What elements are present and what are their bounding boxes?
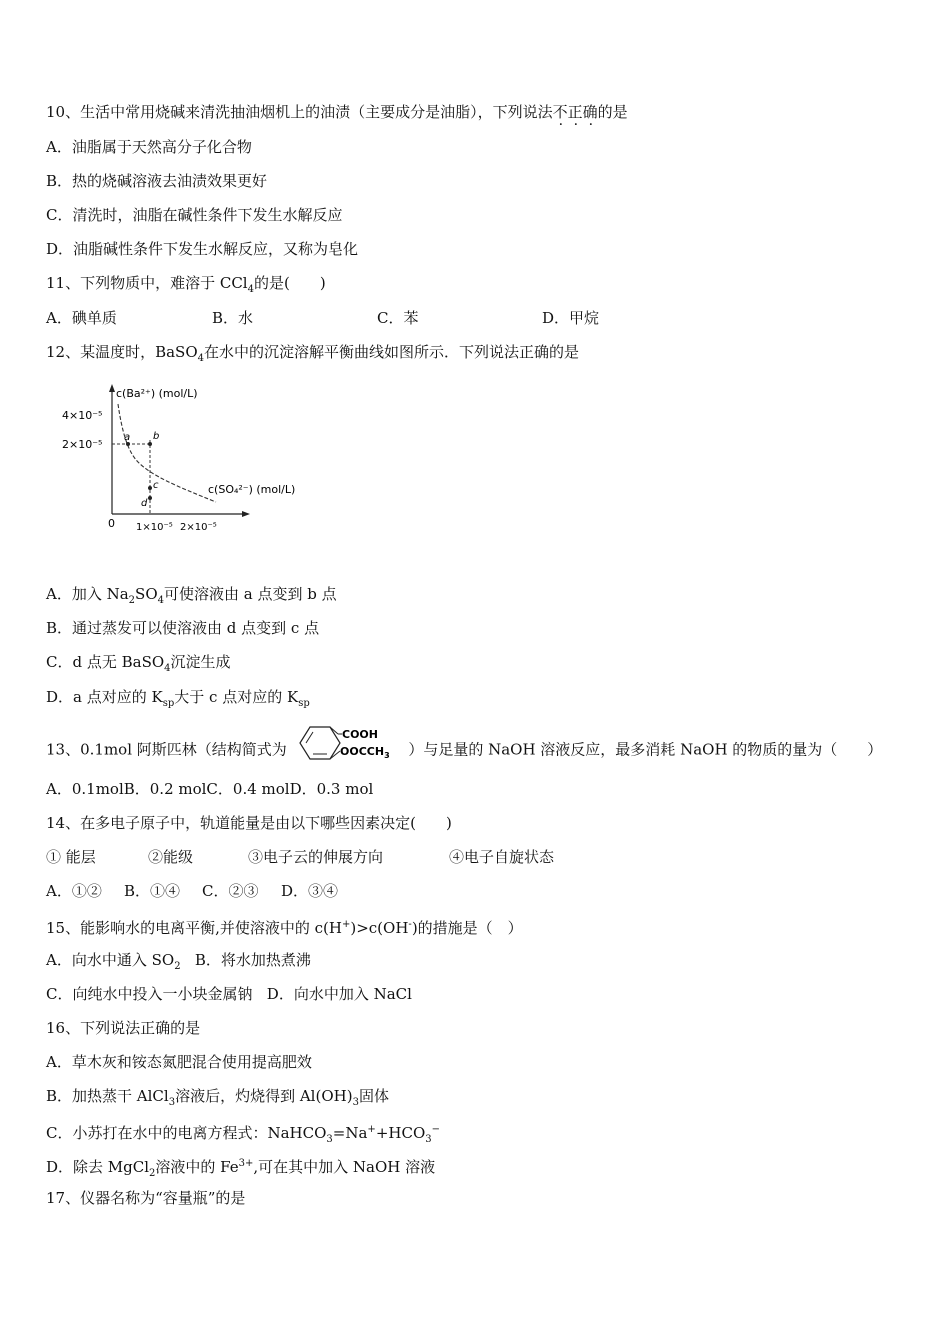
x-tick-2e-5: 2×10⁻⁵ [180,522,217,533]
q14-factor-1: ① 能层 [46,848,96,866]
q12-option-c [46,652,231,679]
q16-c-sup2: − [431,1124,441,1135]
q15-option-c: C．向纯水中投入一小块金属钠 [46,985,253,1003]
q12-option-b: B．通过蒸发可以使溶液由 d 点变到 c 点 [46,619,320,637]
q12-d-sub1: sp [162,698,175,709]
q11-option-b: B．水 [212,309,254,327]
q15-option-a: A．向水中通入 SO [46,951,175,969]
benzene-ring-icon [292,723,404,763]
q16-c-sub2: 3 [425,1134,432,1145]
q12-stem-text: 12、某温度时，BaSO [46,343,198,361]
q11-sub: 4 [247,284,254,295]
point-c [148,486,152,490]
q12-stem-end: 在水中的沉淀溶解平衡曲线如图所示．下列说法正确的是 [204,343,580,361]
q16-b-text2: 溶液后，灼烧得到 Al(OH) [175,1087,353,1105]
label-c: c [153,480,159,491]
q12-option-a [46,584,337,611]
q16-b-text1: B．加热蒸干 AlCl [46,1087,169,1105]
label-b: b [153,431,160,442]
q16-option-b [46,1086,389,1113]
q12-c-sub1: 4 [164,663,171,674]
q10-emph-1: 不 [552,103,568,121]
q15-sup2: - [408,919,412,930]
q15-stem [46,915,523,938]
q14-factor-3: ③电子云的伸展方向 [248,848,384,866]
q10-stem [46,102,628,122]
q12-a-sub2: 4 [157,595,164,606]
q16-b-sub1: 3 [168,1097,176,1108]
q15-options-cd [46,984,412,1004]
q12-d-text2: 大于 c 点对应的 K [174,688,299,706]
q14-option-c: C．②③ [202,882,259,900]
q12-a-text1: A．加入 Na [46,585,129,603]
label-a: a [124,432,131,443]
q16-option-d [46,1154,435,1184]
q12-d-sub2: sp [298,698,310,709]
q12-a-sub1: 2 [128,595,136,606]
q14-option-d: D．③④ [281,882,339,900]
q16-stem: 16、下列说法正确的是 [46,1019,201,1037]
q11-stem-text: 11、下列物质中，难溶于 CCl [46,274,248,292]
q10-emph-2: 正 [567,103,583,121]
q15-text3: )的措施是（ ） [411,919,523,937]
q10-stem-end: 的是 [597,103,628,121]
equilibrium-curve [118,404,216,502]
q12-stem [46,342,579,369]
point-b [148,442,152,446]
q12-a-text3: 可使溶液由 a 点变到 b 点 [164,585,337,603]
y-tick-2e-5: 2×10⁻⁵ [62,438,103,451]
q15-option-b: B．将水加热煮沸 [194,951,311,969]
q16-c-text3: +HCO [375,1124,426,1142]
q12-d-text1: D．a 点对应的 K [46,688,163,706]
q15-a-sub: 2 [174,961,181,972]
q12-c-text2: 沉淀生成 [170,653,231,671]
q15-text1: 15、能影响水的电离平衡,并使溶液中的 c(H [46,919,342,937]
q11-option-a: A．碘单质 [46,309,117,327]
q14-option-a: A．①② [46,882,102,900]
q16-option-c [46,1120,440,1150]
q11-stem-end: 的是( ) [253,274,326,292]
solubility-curve-graph [56,382,326,542]
q10-option-b: B．热的烧碱溶液去油渍效果更好 [46,172,268,190]
q14-factor-4: ④电子自旋状态 [449,848,555,866]
x-tick-0: 0 [108,517,115,530]
q13-stem-text: 13、0.1mol 阿斯匹林（结构简式为 [46,740,287,759]
q11-option-c: C．苯 [377,309,419,327]
group-oocch: $OOCCH_3$ [339,745,390,760]
q16-d-text2: 溶液中的 Fe [155,1158,239,1176]
q16-c-text1: C．小苏打在水中的电离方程式：NaHCO [46,1124,327,1142]
q10-emph-3: 确 [582,103,598,121]
q10-option-c: C．清洗时，油脂在碱性条件下发生水解反应 [46,206,343,224]
q12-option-d [46,687,310,714]
label-d: d [141,498,148,509]
q16-c-sup1: + [367,1124,376,1135]
q15-sup1: + [341,919,351,930]
q13-options: A．0.1molB．0.2 molC．0.4 molD．0.3 mol [46,780,374,798]
point-d [148,496,152,500]
q16-d-sub1: 2 [149,1168,156,1179]
q10-option-a: A．油脂属于天然高分子化合物 [46,138,252,156]
q16-b-text3: 固体 [358,1087,389,1105]
q12-c-text1: C．d 点无 BaSO [46,653,165,671]
q16-b-sub2: 3 [352,1097,359,1108]
q12-a-text2: SO [135,585,158,603]
q13-stem-end: ）与足量的 NaOH 溶液反应，最多消耗 NaOH 的物质的量为（ ） [408,740,883,759]
x-axis-arrow [242,511,250,517]
q16-d-text1: D．除去 MgCl [46,1158,150,1176]
q14-factor-2: ②能级 [148,848,194,866]
aspirin-structure [292,723,404,778]
q16-c-sub1: 3 [326,1134,333,1145]
x-tick-1e-5: 1×10⁻⁵ [136,522,173,533]
y-axis-arrow [109,384,115,392]
q12-sub: 4 [197,353,205,364]
q17-stem: 17、仪器名称为“容量瓶”的是 [46,1189,246,1207]
q15-text2: )>c(OH [350,919,409,937]
group-cooh: COOH [341,728,378,741]
q10-stem-text: 10、生活中常用烧碱来清洗抽油烟机上的油渍（主要成分是油脂），下列说法 [46,103,553,121]
q14-option-b: B．①④ [124,882,181,900]
q11-stem [46,273,326,300]
x-axis-label: c(SO₄²⁻) (mol/L) [208,483,296,496]
q13-stem [46,723,882,778]
q16-d-sup1: 3+ [238,1158,254,1169]
q16-c-text2: =Na [332,1124,368,1142]
y-axis-label: c(Ba²⁺) (mol/L) [116,387,198,400]
q14-stem: 14、在多电子原子中，轨道能量是由以下哪些因素决定( ) [46,814,452,832]
y-tick-4e-5: 4×10⁻⁵ [62,409,103,422]
q16-d-text3: ,可在其中加入 NaOH 溶液 [253,1158,436,1176]
q11-option-d: D．甲烷 [542,309,600,327]
q16-option-a: A．草木灰和铵态氮肥混合使用提高肥效 [46,1053,312,1071]
q15-options-ab [46,950,311,977]
q15-option-d: D．向水中加入 NaCl [266,985,412,1003]
q10-option-d: D．油脂碱性条件下发生水解反应，又称为皂化 [46,240,359,258]
